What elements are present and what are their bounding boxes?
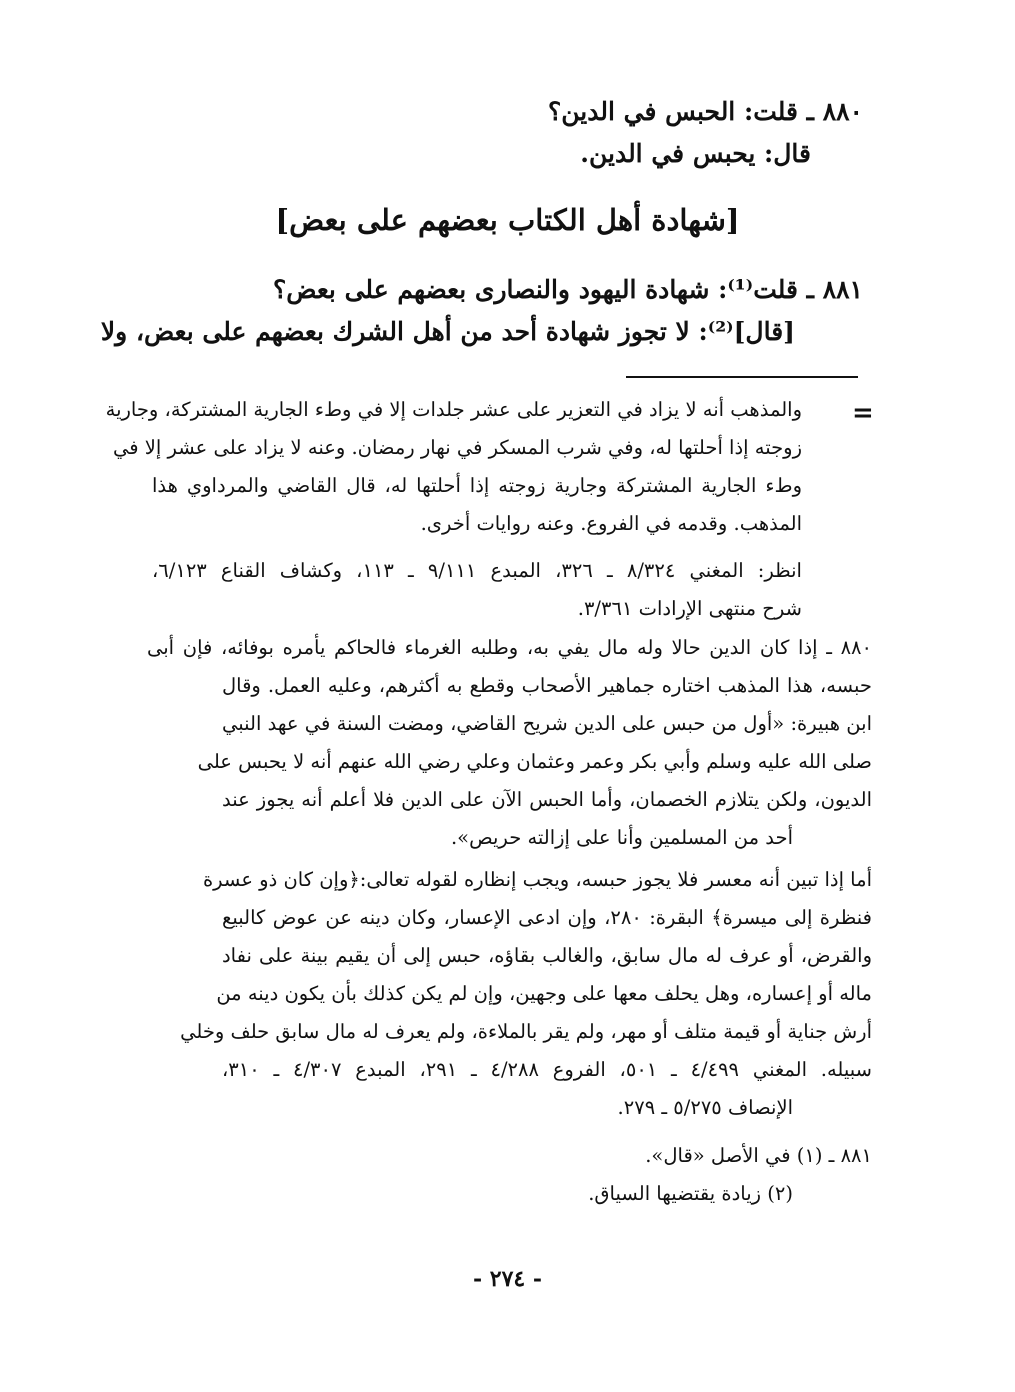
section-heading: [شهادة أهل الكتاب بعضهم على بعض] bbox=[275, 203, 740, 237]
entry-881-question: ٨٨١ ـ قلت⁽¹⁾: شهادة اليهود والنصارى بعضهم على بعض؟ bbox=[272, 275, 863, 304]
footnote-880-line: الديون، ولكن يتلازم الخصمان، وأما الحبس الآن على الدين فلا أعلم أنه يجوز عند bbox=[222, 788, 872, 811]
footnote-880-b-line: سبيله. المغني ٤/٤٩٩ ـ ٥٠١، الفروع ٤/٢٨٨ ـ ٢٩١، المبدع ٤/٣٠٧ ـ ٣١٠، bbox=[222, 1058, 872, 1081]
footnote-cont-line: وطء الجارية المشتركة وجارية زوجته إذا أحلتها له، قال القاضي والمرداوي هذا bbox=[152, 474, 802, 497]
footnote-880-b-line: والقرض، أو عرف له مال سابق، والغالب بقاؤه، حبس إلى أن يقيم بينة على نفاد bbox=[222, 944, 872, 967]
footnote-880-line: صلى الله عليه وسلم وأبي بكر وعمر وعثمان وعلي رضي الله عنهم أنه لا يحبس على bbox=[197, 750, 872, 773]
footnote-ref-line: شرح منتهى الإرادات ٣/٣٦١. bbox=[577, 597, 802, 620]
footnote-880-b-line: الإنصاف ٥/٢٧٥ ـ ٢٧٩. bbox=[617, 1096, 793, 1119]
entry-881-answer: [قال]⁽²⁾: لا تجوز شهادة أحد من أهل الشرك بعضهم على بعض، ولا bbox=[100, 317, 795, 346]
footnote-880-b-line: فنظرة إلى ميسرة﴾ البقرة: ٢٨٠، وإن ادعى الإعسار، وكان دينه عن عوض كالبيع bbox=[222, 906, 872, 929]
continuation-mark: = bbox=[852, 398, 874, 428]
footnote-881-line: ٨٨١ ـ (١) في الأصل «قال». bbox=[645, 1144, 872, 1167]
footnote-880-b-line: أما إذا تبين أنه معسر فلا يجوز حبسه، ويجب إنظاره لقوله تعالى:﴿وإن كان ذو عسرة bbox=[202, 868, 872, 891]
footnote-separator bbox=[626, 376, 858, 378]
footnote-880-line: ٨٨٠ ـ إذا كان الدين حالا وله مال يفي به، وطلبه الغرماء فالحاكم يأمره بوفائه، فإن أبى bbox=[147, 636, 872, 659]
page-number: - ٢٧٤ - bbox=[472, 1266, 543, 1292]
footnote-880-b-line: ماله أو إعساره، وهل يحلف معها على وجهين، وإن لم يكن كذلك بأن يكون دينه من bbox=[216, 982, 872, 1005]
footnote-cont-line: زوجته إذا أحلتها له، وفي شرب المسكر في نهار رمضان. وعنه لا يزاد على عشر إلا في bbox=[113, 436, 802, 459]
footnote-cont-line: والمذهب أنه لا يزاد في التعزير على عشر جلدات إلا في وطء الجارية المشتركة، وجارية bbox=[105, 398, 802, 421]
footnote-cont-line: المذهب. وقدمه في الفروع. وعنه روايات أخرى. bbox=[420, 512, 802, 535]
footnote-880-b-line: أرش جناية أو قيمة متلف أو مهر، ولم يقر بالملاءة، ولم يعرف له مال سابق حلف وخلي bbox=[180, 1020, 872, 1043]
footnote-880-line: ابن هبيرة: «أول من حبس على الدين شريح القاضي، ومضت السنة في عهد النبي bbox=[222, 712, 872, 735]
footnote-880-line: حبسه، هذا المذهب اختاره جماهير الأصحاب وقطع به أكثرهم، وعليه العمل. وقال bbox=[222, 674, 872, 697]
entry-880-answer: قال: يحبس في الدين. bbox=[580, 139, 811, 168]
footnote-ref-line: انظر: المغني ٨/٣٢٤ ـ ٣٢٦، المبدع ٩/١١١ ـ ١١٣، وكشاف القناع ٦/١٢٣، bbox=[152, 559, 802, 582]
footnote-880-line: أحد من المسلمين وأنا على إزالته حريص». bbox=[450, 826, 793, 849]
entry-880-question: ٨٨٠ ـ قلت: الحبس في الدين؟ bbox=[548, 97, 863, 126]
footnote-881-line: (٢) زيادة يقتضيها السياق. bbox=[588, 1182, 793, 1205]
